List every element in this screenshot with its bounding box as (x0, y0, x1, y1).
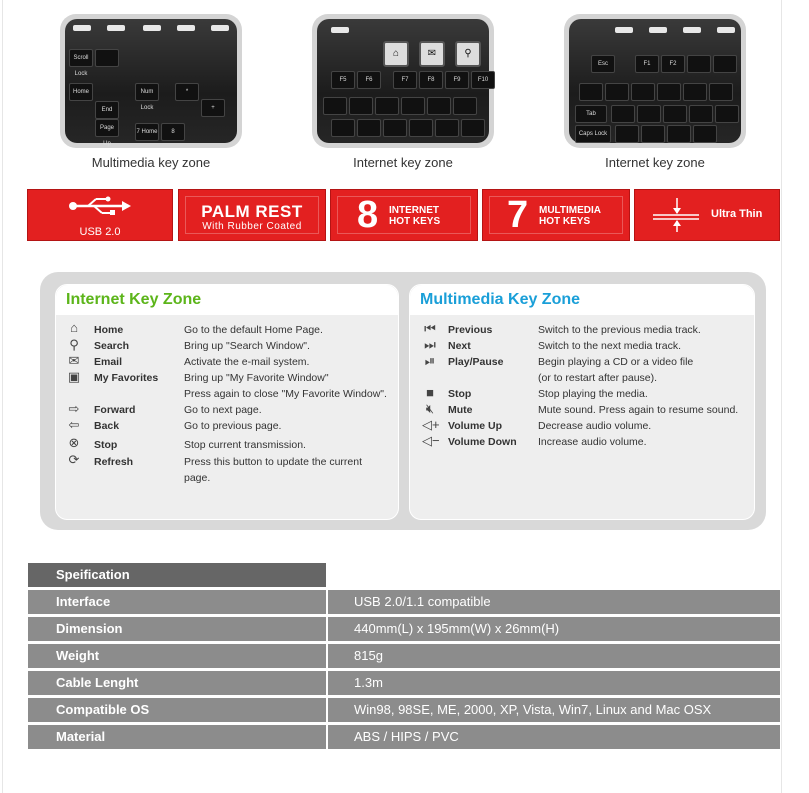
spec-value: 440mm(L) x 195mm(W) x 26mm(H) (328, 617, 780, 641)
zone-key-name: Back (94, 420, 120, 432)
zone-key-name: Next (448, 340, 471, 352)
photo-caption: Multimedia key zone (91, 155, 211, 170)
stop-square-icon: ■ (426, 385, 434, 400)
photo-caption: Internet key zone (605, 155, 705, 170)
zone-key-desc: Stop playing the media. (538, 388, 648, 400)
internet-hotkey-line1: INTERNET (389, 205, 439, 216)
zone-key-desc: Begin playing a CD or a video file (538, 356, 694, 368)
zone-key-desc: Go to next page. (184, 404, 262, 416)
key-label: 8 (161, 123, 185, 141)
spec-label: Interface (28, 590, 326, 614)
search-icon: ⚲ (69, 337, 79, 352)
key-label: Caps Lock (575, 125, 611, 143)
previous-icon: ⏮ (424, 321, 436, 336)
back-icon: ⇦ (68, 417, 80, 432)
zone-key-name: Email (94, 356, 123, 368)
key-label: F5 (331, 71, 355, 89)
key-label: Esc (591, 55, 615, 73)
zone-key-name: Volume Down (448, 436, 517, 448)
zone-key-name: My Favorites (94, 372, 159, 384)
spec-value: ABS / HIPS / PVC (328, 725, 780, 749)
table-row (28, 671, 780, 695)
zone-key-name: Previous (448, 324, 493, 336)
multimedia-zone-title: Multimedia Key Zone (420, 291, 581, 308)
key-label: * (175, 83, 199, 101)
zone-key-name: Mute (448, 404, 473, 416)
spec-value: USB 2.0/1.1 compatible (328, 590, 780, 614)
zone-key-name: Play/Pause (448, 356, 504, 368)
internet-hotkey-count: 8 (357, 194, 379, 236)
usb-label: USB 2.0 (79, 226, 121, 238)
volume-down-icon: ◁− (422, 433, 440, 448)
feature-multimedia-hot-keys (482, 189, 630, 241)
key-label: F10 (471, 71, 495, 89)
email-icon: ✉ (68, 353, 80, 368)
multimedia-key-zone (409, 284, 755, 520)
zone-key-desc: Bring up "Search Window". (184, 340, 310, 352)
internet-hotkey-line2: HOT KEYS (389, 216, 441, 227)
zone-key-desc: Activate the e-mail system. (184, 356, 310, 368)
key-label: F1 (635, 55, 659, 73)
zone-key-desc: Bring up "My Favorite Window" (184, 372, 329, 384)
zone-key-desc: (or to restart after pause). (538, 372, 658, 384)
zone-key-name: Search (94, 340, 130, 352)
spec-label: Weight (28, 644, 326, 668)
zone-key-desc: Go to the default Home Page. (184, 324, 323, 336)
zone-key-name: Forward (94, 404, 136, 416)
zone-key-name: Volume Up (448, 420, 503, 432)
spec-header: Speification (28, 563, 326, 587)
thickness-arrows-icon (651, 198, 701, 232)
spec-label: Compatible OS (28, 698, 326, 722)
search-key-icon: ⚲ (455, 41, 481, 67)
spec-label: Cable Lenght (28, 671, 326, 695)
stop-icon: ⊗ (68, 435, 80, 450)
keyboard-photo-internet (312, 14, 494, 148)
photo-caption: Internet key zone (353, 155, 453, 170)
spec-value: Win98, 98SE, ME, 2000, XP, Vista, Win7, Linux and Mac OSX (328, 698, 780, 722)
multimedia-hotkey-line2: HOT KEYS (539, 216, 591, 227)
key-label: F7 (393, 71, 417, 89)
key-label: F9 (445, 71, 469, 89)
table-row (28, 644, 780, 668)
zone-key-desc: Press again to close "My Favorite Window". (184, 388, 387, 400)
internet-key-zone (55, 284, 399, 520)
home-icon: ⌂ (70, 320, 78, 335)
next-icon: ⏭ (424, 337, 436, 352)
email-key-icon: ✉ (419, 41, 445, 67)
palm-rest-title: PALM REST (201, 202, 303, 221)
spec-value: 1.3m (328, 671, 780, 695)
multimedia-hotkey-count: 7 (507, 194, 529, 236)
keyboard-photo-multimedia (60, 14, 242, 148)
zone-key-desc: page. (184, 472, 211, 484)
feature-usb (27, 189, 173, 241)
zone-key-name: Refresh (94, 456, 134, 468)
play-pause-icon: ⏯ (424, 353, 436, 368)
zone-key-desc: Decrease audio volume. (538, 420, 652, 432)
internet-zone-title: Internet Key Zone (66, 291, 202, 308)
zone-key-desc: Mute sound. Press again to resume sound. (538, 404, 739, 416)
zone-key-desc: Switch to the previous media track. (538, 324, 701, 336)
multimedia-hotkey-line1: MULTIMEDIA (539, 205, 602, 216)
zone-key-name: Home (94, 324, 124, 336)
mute-icon: 🔇︎ (425, 401, 435, 416)
zone-key-desc: Stop current transmission. (184, 439, 306, 451)
key-label: 7 Home (135, 123, 159, 141)
zone-key-name: Stop (448, 388, 472, 400)
table-row (28, 617, 780, 641)
key-zone-panel (40, 272, 766, 530)
zone-key-name: Stop (94, 439, 118, 451)
usb-icon (68, 196, 132, 216)
zone-key-desc: Switch to the next media track. (538, 340, 681, 352)
refresh-icon: ⟳ (68, 452, 80, 467)
table-row (28, 725, 780, 749)
key-label: F2 (661, 55, 685, 73)
zone-key-desc: Go to previous page. (184, 420, 282, 432)
spec-value: 815g (328, 644, 780, 668)
spec-label: Dimension (28, 617, 326, 641)
key-label: F6 (357, 71, 381, 89)
feature-ultra-thin (634, 189, 780, 241)
keyboard-photo-internet-2 (564, 14, 746, 148)
palm-rest-subtitle: With Rubber Coated (202, 221, 302, 232)
key-label: Tab (575, 105, 607, 123)
feature-palm-rest (178, 189, 326, 241)
forward-icon: ⇨ (68, 401, 80, 416)
key-label: + (201, 99, 225, 117)
feature-internet-hot-keys (330, 189, 478, 241)
key-label: Page Up (95, 119, 119, 137)
key-label: F8 (419, 71, 443, 89)
zone-key-desc: Increase audio volume. (538, 436, 647, 448)
table-row (28, 590, 780, 614)
key-label: Num Lock (135, 83, 159, 101)
home-key-icon: ⌂ (383, 41, 409, 67)
key-label: Home (69, 83, 93, 101)
ultra-thin-label: Ultra Thin (711, 208, 763, 220)
key-label: Scroll Lock (69, 49, 93, 67)
zone-key-desc: Press this button to update the current (184, 456, 363, 468)
table-row (28, 698, 780, 722)
spec-label: Material (28, 725, 326, 749)
favorites-icon: ▣ (67, 369, 81, 384)
volume-up-icon: ◁+ (422, 417, 440, 432)
key-label: End (95, 101, 119, 119)
